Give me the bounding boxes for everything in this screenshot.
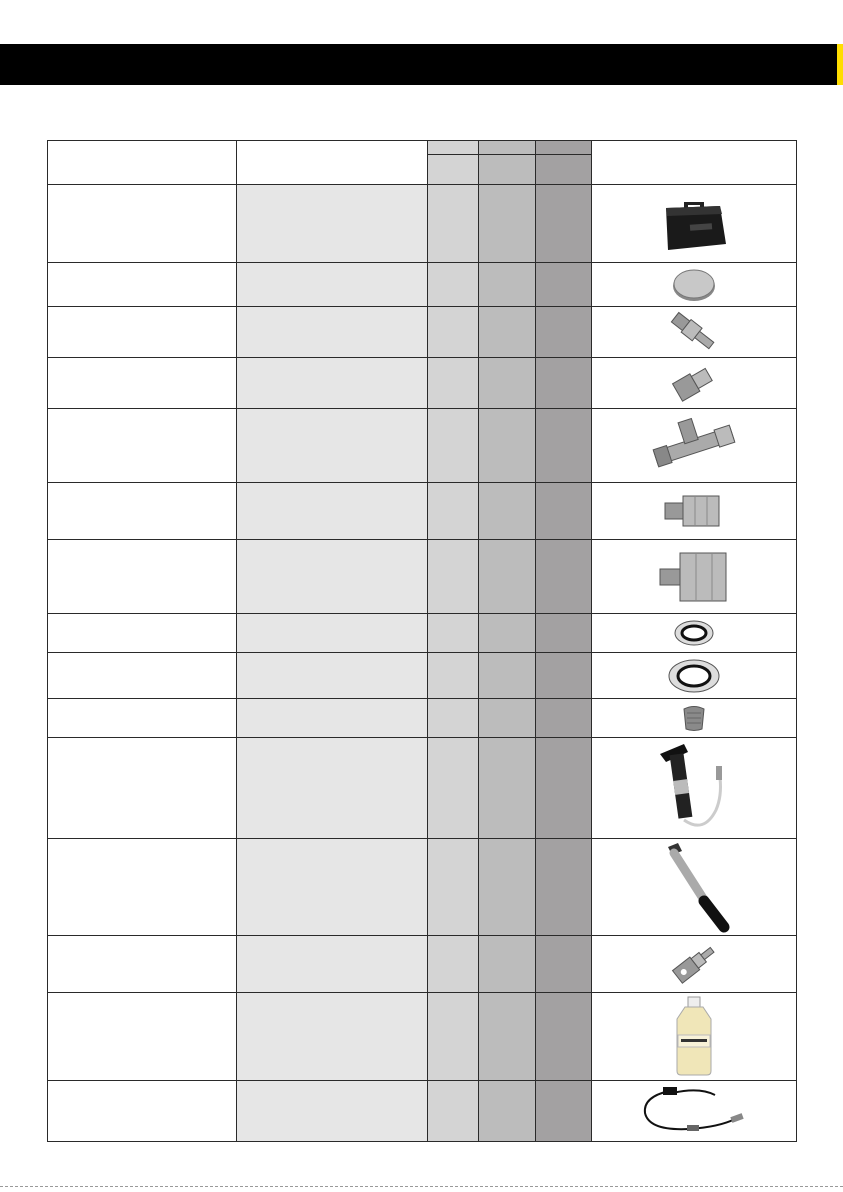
row-kit-1: [428, 358, 479, 409]
header-kit-group-3: [536, 141, 592, 155]
table-row: [48, 738, 797, 839]
table-row: [48, 540, 797, 614]
row-part-number: [237, 1081, 428, 1142]
row-kit-2: [479, 307, 536, 358]
row-kit-2: [479, 699, 536, 738]
table-row: [48, 614, 797, 653]
row-description: [48, 699, 237, 738]
hand-pump-icon: [654, 740, 734, 836]
header-kit-1: [428, 155, 479, 185]
row-kit-2: [479, 653, 536, 699]
row-kit-3: [536, 483, 592, 540]
row-kit-2: [479, 839, 536, 936]
row-kit-3: [536, 409, 592, 483]
row-description: [48, 738, 237, 839]
fluid-bottle-icon: [669, 995, 719, 1079]
row-part-number: [237, 738, 428, 839]
row-kit-2: [479, 614, 536, 653]
row-kit-2: [479, 540, 536, 614]
row-part-number: [237, 653, 428, 699]
row-kit-3: [536, 839, 592, 936]
row-kit-2: [479, 263, 536, 307]
header-kit-2: [479, 155, 536, 185]
row-kit-1: [428, 738, 479, 839]
row-kit-2: [479, 358, 536, 409]
row-kit-2: [479, 483, 536, 540]
row-description: [48, 540, 237, 614]
filter-element-icon: [679, 703, 709, 733]
header-banner: [0, 44, 843, 85]
row-part-number: [237, 936, 428, 993]
parts-table: [47, 140, 797, 1142]
header-part-number: [237, 141, 428, 185]
row-kit-1: [428, 993, 479, 1081]
bonded-seal-large-icon: [666, 657, 722, 695]
page-bottom-rule: [0, 1186, 843, 1187]
row-description: [48, 653, 237, 699]
row-description: [48, 936, 237, 993]
row-kit-2: [479, 185, 536, 263]
row-kit-1: [428, 307, 479, 358]
row-part-number: [237, 483, 428, 540]
row-kit-3: [536, 263, 592, 307]
row-description: [48, 839, 237, 936]
coupling-nut-icon: [669, 360, 719, 406]
row-part-number: [237, 185, 428, 263]
row-part-number: [237, 307, 428, 358]
row-description: [48, 307, 237, 358]
row-kit-3: [536, 307, 592, 358]
table-row: [48, 409, 797, 483]
usb-cable-icon: [639, 1083, 749, 1139]
banner-accent-strip: [837, 44, 843, 85]
row-kit-2: [479, 993, 536, 1081]
row-part-number: [237, 409, 428, 483]
row-kit-1: [428, 185, 479, 263]
torque-wrench-icon: [654, 841, 734, 933]
row-part-number: [237, 540, 428, 614]
row-kit-1: [428, 699, 479, 738]
header-kit-3: [536, 155, 592, 185]
row-kit-3: [536, 653, 592, 699]
row-kit-3: [536, 738, 592, 839]
row-kit-1: [428, 614, 479, 653]
row-kit-1: [428, 1081, 479, 1142]
row-description: [48, 185, 237, 263]
header-image: [592, 141, 797, 185]
valve-adapter-icon: [669, 938, 719, 990]
row-part-number: [237, 358, 428, 409]
row-description: [48, 263, 237, 307]
header-kit-group-1: [428, 141, 479, 155]
row-kit-3: [536, 1081, 592, 1142]
table-row: [48, 307, 797, 358]
table-row: [48, 936, 797, 993]
row-kit-1: [428, 263, 479, 307]
row-part-number: [237, 839, 428, 936]
carry-case-icon: [654, 194, 734, 254]
row-kit-2: [479, 1081, 536, 1142]
row-description: [48, 993, 237, 1081]
table-row: [48, 263, 797, 307]
row-kit-2: [479, 409, 536, 483]
row-kit-1: [428, 540, 479, 614]
thread-adapter-large-icon: [654, 545, 734, 609]
tee-connector-icon: [644, 413, 744, 479]
table-row: [48, 185, 797, 263]
header-kit-group-2: [479, 141, 536, 155]
row-kit-3: [536, 993, 592, 1081]
table-row: [48, 993, 797, 1081]
row-kit-3: [536, 540, 592, 614]
row-kit-1: [428, 839, 479, 936]
header-description: [48, 141, 237, 185]
table-row: [48, 1081, 797, 1142]
row-kit-1: [428, 936, 479, 993]
row-kit-3: [536, 358, 592, 409]
quick-coupling-adapter-icon: [664, 309, 724, 355]
row-kit-3: [536, 614, 592, 653]
row-description: [48, 614, 237, 653]
row-description: [48, 409, 237, 483]
row-part-number: [237, 993, 428, 1081]
row-kit-2: [479, 738, 536, 839]
table-row: [48, 839, 797, 936]
table-row: [48, 483, 797, 540]
table-row: [48, 358, 797, 409]
row-description: [48, 483, 237, 540]
row-kit-3: [536, 936, 592, 993]
row-kit-1: [428, 653, 479, 699]
row-kit-3: [536, 185, 592, 263]
row-description: [48, 1081, 237, 1142]
row-part-number: [237, 699, 428, 738]
table-row: [48, 653, 797, 699]
row-kit-1: [428, 409, 479, 483]
coin-battery-icon: [669, 267, 719, 303]
row-kit-2: [479, 936, 536, 993]
row-part-number: [237, 263, 428, 307]
table-row: [48, 699, 797, 738]
bonded-seal-small-icon: [672, 618, 716, 648]
row-part-number: [237, 614, 428, 653]
row-kit-3: [536, 699, 592, 738]
row-kit-1: [428, 483, 479, 540]
thread-adapter-small-icon: [659, 488, 729, 534]
row-description: [48, 358, 237, 409]
